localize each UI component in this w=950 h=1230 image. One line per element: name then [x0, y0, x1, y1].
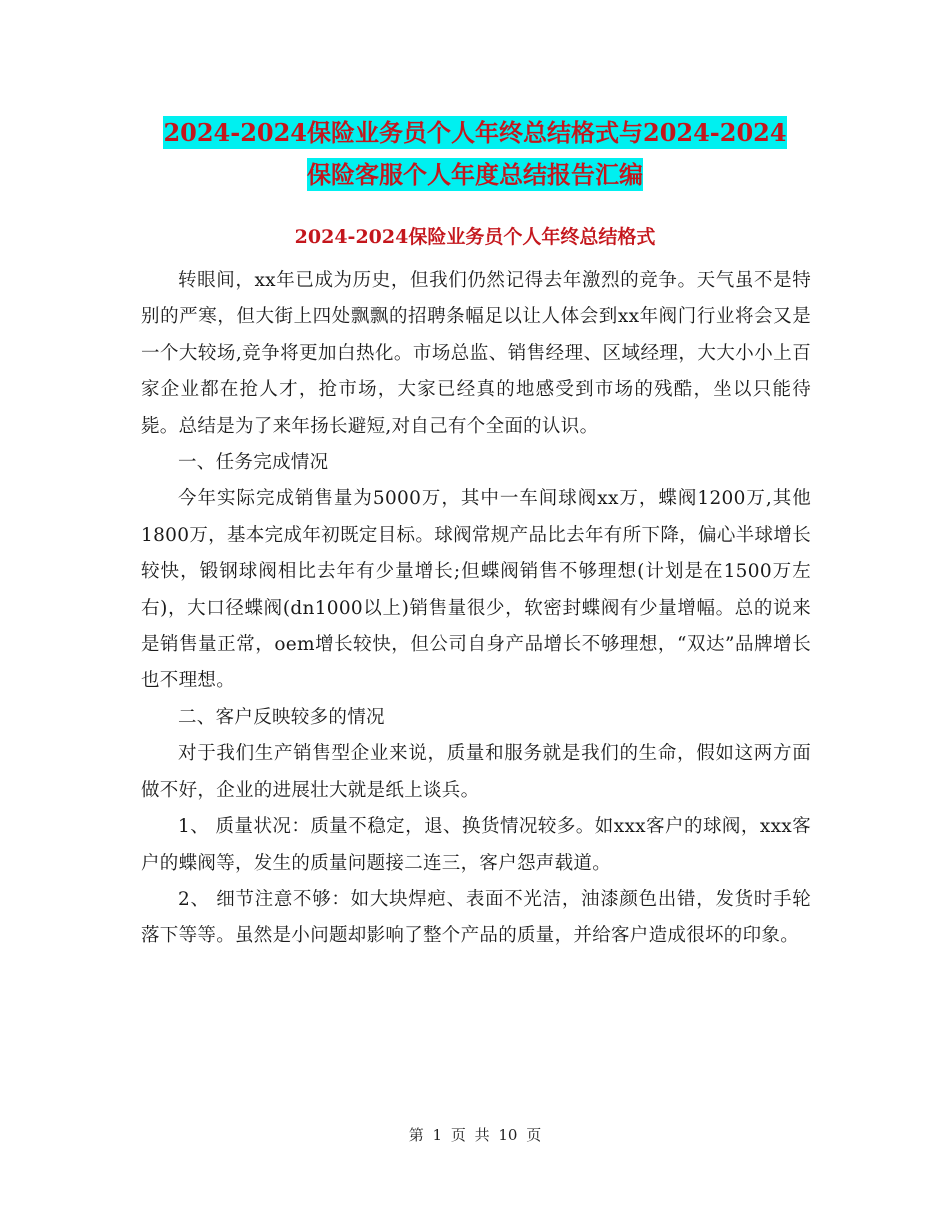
page-footer: 第 1 页 共 10 页: [408, 1126, 542, 1144]
paragraph-details: 2、 细节注意不够：如大块焊疤、表面不光洁，油漆颜色出错，发货时手轮落下等等。虽然是小问题却影响了整个产品的质量，并给客户造成很坏的印象。: [141, 888, 811, 947]
paragraph-intro: 转眼间，xx年已成为历史，但我们仍然记得去年激烈的竞争。天气虽不是特别的严寒，但大街上四处飘飘的招聘条幅足以让人体会到xx年阀门行业将会又是一个大较场,竞争将更加白热化。市场总监、销售经理、区域经理，大大小小上百家企业都在抢人才，抢市场，大家已经真的地感受到市场的残酷，坐以只能待毙。总结是为了来年扬长避短,对自己有个全面的认识。: [141, 270, 811, 437]
title-line-2: 保险客服个人年度总结报告汇编: [307, 160, 643, 189]
title-line-1: 2024-2024保险业务员个人年终总结格式与2024-2024: [163, 118, 787, 147]
document-body: [141, 263, 811, 955]
section-title: 2024-2024保险业务员个人年终总结格式: [294, 226, 656, 248]
paragraph-quality-status: 1、 质量状况：质量不稳定，退、换货情况较多。如xxx客户的球阀，xxx客户的蝶阀等，发生的质量问题接二连三，客户怨声载道。: [141, 816, 811, 874]
heading-task-completion: 一、任务完成情况: [178, 452, 329, 474]
paragraph-sales: 今年实际完成销售量为5000万，其中一车间球阀xx万，蝶阀1200万,其他1800万，基本完成年初既定目标。球阀常规产品比去年有所下降，偏心半球增长较快，锻钢球阀相比去年有少量增长;但蝶阀销售不够理想(计划是在1500万左右)，大口径蝶阀(dn1000以上)销售量很少，软密封蝶阀有少量增幅。总的说来是销售量正常，oem增长较快，但公司自身产品增长不够理想，“双达”品牌增长也不理想。: [141, 488, 811, 692]
heading-customer-feedback: 二、客户反映较多的情况: [178, 706, 385, 728]
document-title: [140, 112, 810, 196]
paragraph-quality-service: 对于我们生产销售型企业来说，质量和服务就是我们的生命，假如这两方面做不好，企业的进展壮大就是纸上谈兵。: [141, 743, 811, 801]
